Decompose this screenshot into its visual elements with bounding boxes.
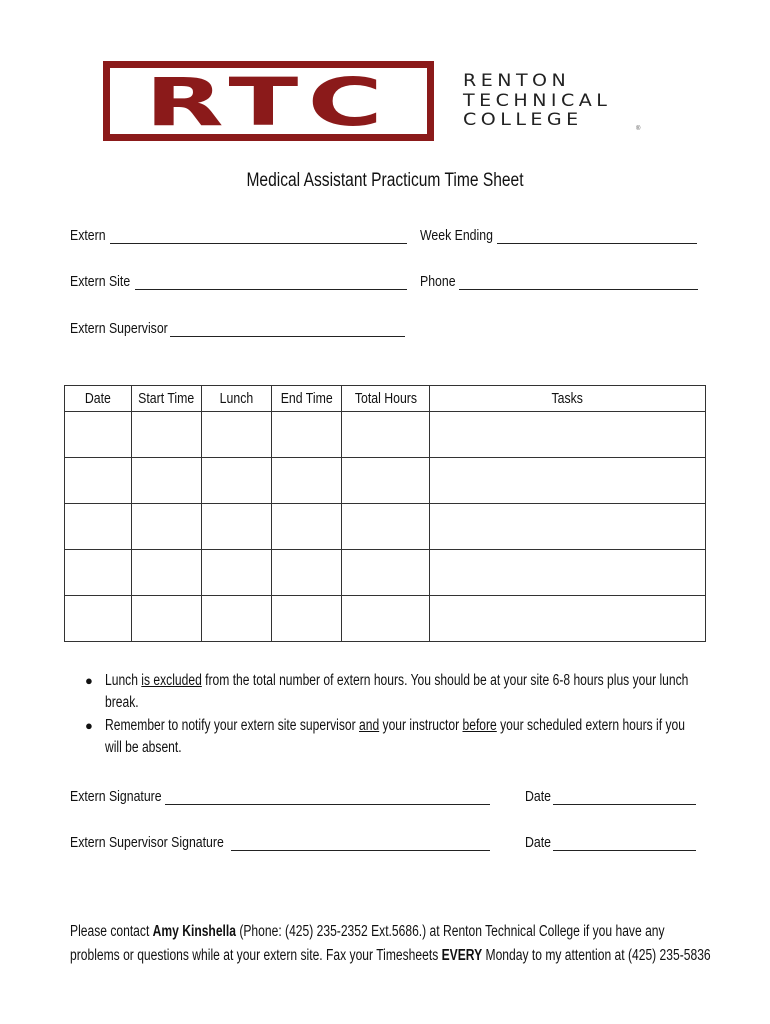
cell-end-time[interactable] [272, 504, 342, 550]
cell-total-hours[interactable] [342, 504, 430, 550]
cell-date[interactable] [65, 504, 132, 550]
cell-lunch[interactable] [202, 504, 272, 550]
cell-date[interactable] [65, 412, 132, 458]
cell-date[interactable] [65, 596, 132, 642]
note-lunch: ● Lunch is excluded from the total number of extern hours. You should be at your site 6-8 hours plus your lunch break. [85, 672, 689, 711]
cell-total-hours[interactable] [342, 550, 430, 596]
col-date: Date [65, 386, 132, 412]
contact-name: Amy Kinshella [152, 923, 236, 940]
rtc-logo-box [103, 61, 434, 141]
col-start-time: Start Time [132, 386, 202, 412]
cell-tasks[interactable] [430, 596, 706, 642]
table-row [65, 412, 706, 458]
week-ending-field[interactable] [497, 243, 697, 244]
cell-lunch[interactable] [202, 458, 272, 504]
supervisor-signature-label: Extern Supervisor Signature [70, 834, 224, 851]
phone-field[interactable] [459, 289, 698, 290]
registered-mark: ® [636, 126, 641, 132]
extern-signature-field[interactable] [165, 804, 490, 805]
week-ending-label: Week Ending [420, 227, 493, 244]
table-row [65, 458, 706, 504]
table-row [65, 596, 706, 642]
timesheet-table [64, 385, 706, 642]
bullet-icon: ● [85, 673, 93, 688]
phone-label: Phone [420, 273, 456, 290]
cell-date[interactable] [65, 458, 132, 504]
cell-lunch[interactable] [202, 550, 272, 596]
note-notify: ● Remember to notify your extern site supervisor and your instructor before your scheduled extern hours if you will be absent. [85, 717, 685, 756]
table-row [65, 550, 706, 596]
date2-field[interactable] [553, 850, 696, 851]
cell-tasks[interactable] [430, 504, 706, 550]
cell-start-time[interactable] [132, 504, 202, 550]
cell-tasks[interactable] [430, 412, 706, 458]
cell-start-time[interactable] [132, 458, 202, 504]
col-end-time: End Time [272, 386, 342, 412]
cell-start-time[interactable] [132, 412, 202, 458]
cell-start-time[interactable] [132, 550, 202, 596]
cell-lunch[interactable] [202, 412, 272, 458]
cell-end-time[interactable] [272, 412, 342, 458]
logo-technical: TECHNICAL [463, 91, 612, 111]
date1-label: Date [525, 788, 551, 805]
date2-label: Date [525, 834, 551, 851]
extern-supervisor-label: Extern Supervisor [70, 320, 168, 337]
table-header-row [65, 386, 706, 412]
notes-list [70, 670, 745, 760]
cell-date[interactable] [65, 550, 132, 596]
cell-lunch[interactable] [202, 596, 272, 642]
cell-end-time[interactable] [272, 550, 342, 596]
supervisor-signature-field[interactable] [231, 850, 490, 851]
extern-field[interactable] [110, 243, 407, 244]
page-title: Medical Assistant Practicum Time Sheet [246, 170, 524, 191]
cell-end-time[interactable] [272, 596, 342, 642]
logo-renton: RENTON [463, 71, 571, 91]
col-total-hours: Total Hours [342, 386, 430, 412]
logo-college: COLLEGE [463, 110, 583, 130]
extern-signature-label: Extern Signature [70, 788, 162, 805]
extern-supervisor-field[interactable] [170, 336, 405, 337]
cell-total-hours[interactable] [342, 458, 430, 504]
cell-tasks[interactable] [430, 458, 706, 504]
cell-total-hours[interactable] [342, 596, 430, 642]
col-tasks: Tasks [430, 386, 706, 412]
every-emphasis: EVERY [441, 947, 483, 964]
extern-site-field[interactable] [135, 289, 407, 290]
date1-field[interactable] [553, 804, 696, 805]
cell-total-hours[interactable] [342, 412, 430, 458]
cell-start-time[interactable] [132, 596, 202, 642]
logo-letters: RTC [145, 64, 392, 141]
contact-paragraph: Please contact Amy Kinshella (Phone: (425) 235-2352 Ext.5686.) at Renton Technical College if you have any problems or questions while at your extern site. Fax your Timesheets EVERY Monday to my attention at (425) 235-5836 [70, 923, 711, 964]
col-lunch: Lunch [202, 386, 272, 412]
extern-label: Extern [70, 227, 106, 244]
table-row [65, 504, 706, 550]
bullet-icon: ● [85, 718, 93, 733]
extern-site-label: Extern Site [70, 273, 131, 290]
cell-tasks[interactable] [430, 550, 706, 596]
cell-end-time[interactable] [272, 458, 342, 504]
